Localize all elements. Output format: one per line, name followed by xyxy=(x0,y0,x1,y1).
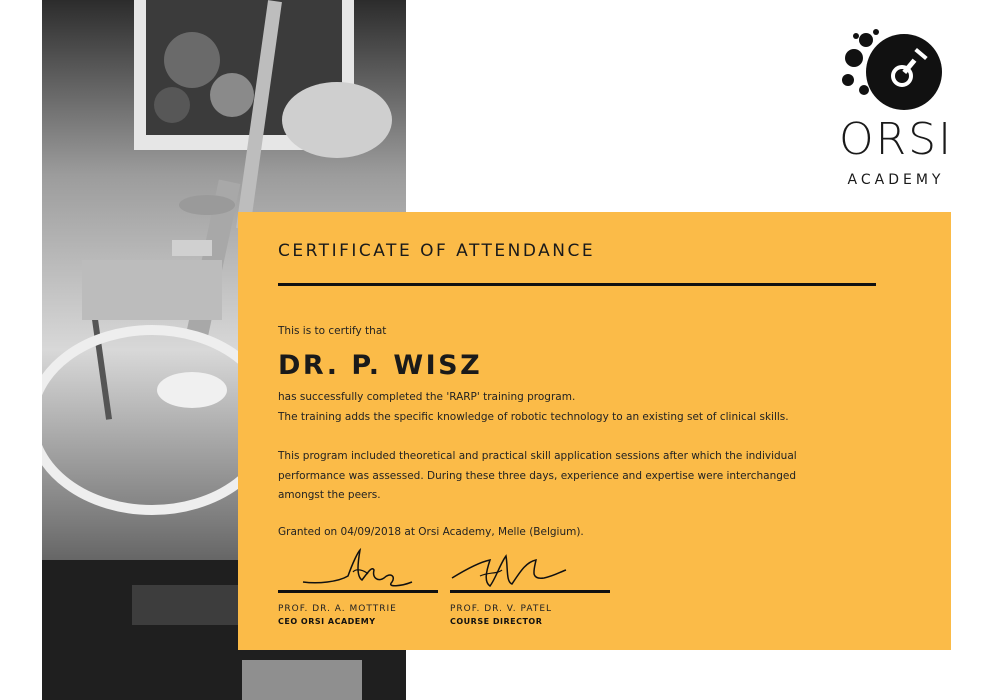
completion-paragraph xyxy=(278,388,878,427)
certificate-title: CERTIFICATE OF ATTENDANCE xyxy=(278,241,596,261)
program-paragraph xyxy=(278,447,878,506)
brand-name: ORSI xyxy=(838,114,954,165)
signatory-2-role: COURSE DIRECTOR xyxy=(450,617,543,626)
recipient-name: DR. P. WISZ xyxy=(278,350,483,381)
brand-subtitle: ACADEMY xyxy=(847,172,945,188)
completion-line: has successfully completed the 'RARP' training program. xyxy=(278,391,576,403)
signature-line-2 xyxy=(450,590,610,593)
granted-text: Granted on 04/09/2018 at Orsi Academy, Melle (Belgium). xyxy=(278,526,584,538)
certificate-card xyxy=(238,212,951,650)
signature-line-1 xyxy=(278,590,438,593)
signature-mottrie xyxy=(298,542,418,594)
program-line-3: amongst the peers. xyxy=(278,489,381,501)
program-line-2: performance was assessed. During these three days, experience and expertise were interchanged xyxy=(278,469,797,482)
certify-text: This is to certify that xyxy=(278,325,387,337)
signature-patel xyxy=(450,542,570,594)
program-line-1: This program included theoretical and practical skill application sessions after which the individual xyxy=(278,450,797,462)
signatory-2-name: PROF. DR. V. PATEL xyxy=(450,604,553,614)
title-divider xyxy=(278,283,876,286)
training-line: The training adds the specific knowledge of robotic technology to an existing set of clinical skills. xyxy=(278,410,789,423)
signatory-1-role: CEO ORSI ACADEMY xyxy=(278,617,376,626)
signatory-1-name: PROF. DR. A. MOTTRIE xyxy=(278,604,397,614)
